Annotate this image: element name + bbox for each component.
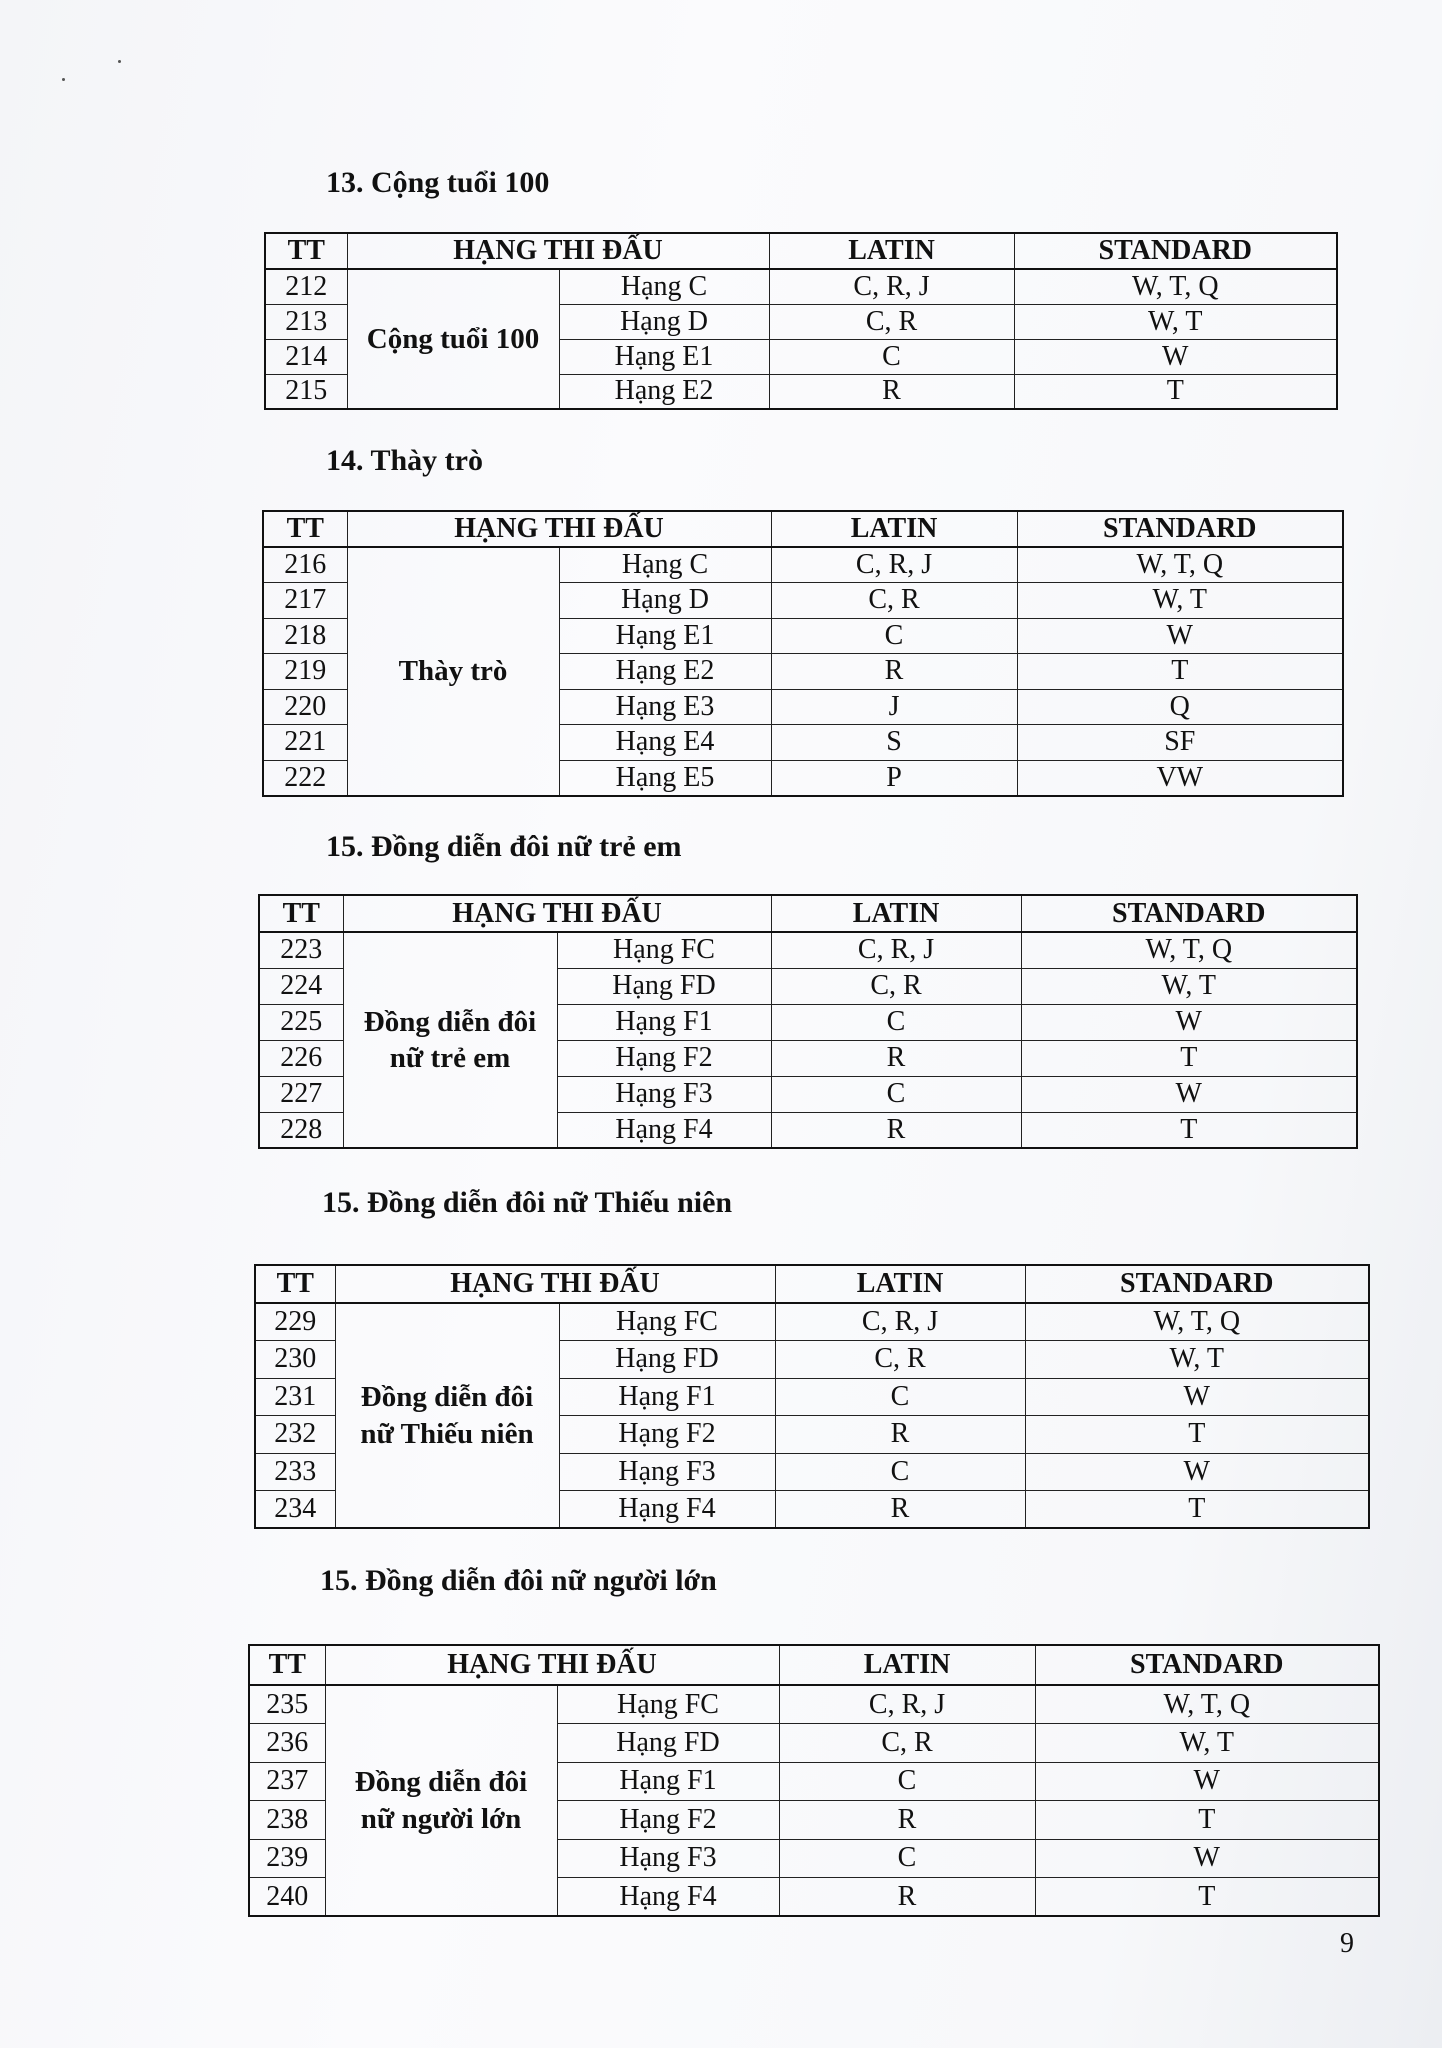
col-hang: HẠNG THI ĐẤU xyxy=(325,1645,779,1685)
row-number: 222 xyxy=(263,760,347,796)
rank-cell: Hạng FD xyxy=(559,1341,775,1379)
standard-cell: W xyxy=(1021,1076,1357,1112)
standard-cell: T xyxy=(1035,1801,1379,1840)
category-cell: Cộng tuổi 100 xyxy=(347,269,559,409)
row-number: 223 xyxy=(259,932,343,968)
rank-cell: Hạng E1 xyxy=(559,618,771,654)
latin-cell: C, R, J xyxy=(771,932,1021,968)
category-cell: Đồng diễn đôi nữ trẻ em xyxy=(343,932,557,1148)
row-number: 232 xyxy=(255,1416,335,1454)
rank-cell: Hạng F3 xyxy=(559,1453,775,1491)
rank-cell: Hạng F1 xyxy=(559,1378,775,1416)
standard-cell: T xyxy=(1025,1416,1369,1454)
standard-cell: T xyxy=(1021,1040,1357,1076)
standard-cell: W xyxy=(1025,1453,1369,1491)
ranking-table xyxy=(254,1264,1370,1529)
rank-cell: Hạng D xyxy=(559,583,771,619)
col-tt: TT xyxy=(249,1645,325,1685)
latin-cell: R xyxy=(779,1801,1035,1840)
latin-cell: R xyxy=(771,654,1017,690)
rank-cell: Hạng F1 xyxy=(557,1762,779,1801)
speck xyxy=(118,60,121,63)
latin-cell: C, R, J xyxy=(771,547,1017,583)
standard-cell: W, T xyxy=(1017,583,1343,619)
row-number: 227 xyxy=(259,1076,343,1112)
row-number: 229 xyxy=(255,1303,335,1341)
col-latin: LATIN xyxy=(775,1265,1025,1303)
row-number: 236 xyxy=(249,1724,325,1763)
rank-cell: Hạng F2 xyxy=(557,1040,771,1076)
latin-cell: C xyxy=(769,339,1014,374)
rank-cell: Hạng FC xyxy=(559,1303,775,1341)
row-number: 233 xyxy=(255,1453,335,1491)
col-hang: HẠNG THI ĐẤU xyxy=(347,233,769,269)
category-cell: Đồng diễn đôi nữ người lớn xyxy=(325,1685,557,1916)
latin-cell: C, R, J xyxy=(775,1303,1025,1341)
row-number: 224 xyxy=(259,968,343,1004)
col-latin: LATIN xyxy=(771,511,1017,547)
latin-cell: R xyxy=(779,1878,1035,1917)
row-number: 237 xyxy=(249,1762,325,1801)
section-heading: 15. Đồng diễn đôi nữ Thiếu niên xyxy=(322,1186,733,1219)
row-number: 240 xyxy=(249,1878,325,1917)
row-number: 215 xyxy=(265,374,347,409)
rank-cell: Hạng F3 xyxy=(557,1839,779,1878)
rank-cell: Hạng C xyxy=(559,269,769,304)
rank-cell: Hạng F4 xyxy=(557,1878,779,1917)
standard-cell: W xyxy=(1017,618,1343,654)
section-heading: 13. Cộng tuổi 100 xyxy=(326,166,550,199)
row-number: 239 xyxy=(249,1839,325,1878)
standard-cell: T xyxy=(1035,1878,1379,1917)
standard-cell: W, T xyxy=(1025,1341,1369,1379)
rank-cell: Hạng F4 xyxy=(559,1491,775,1529)
standard-cell: W xyxy=(1035,1762,1379,1801)
category-cell: Thày trò xyxy=(347,547,559,796)
latin-cell: C xyxy=(779,1839,1035,1878)
rank-cell: Hạng FD xyxy=(557,1724,779,1763)
latin-cell: P xyxy=(771,760,1017,796)
latin-cell: C xyxy=(771,1004,1021,1040)
standard-cell: W, T, Q xyxy=(1025,1303,1369,1341)
latin-cell: C xyxy=(775,1378,1025,1416)
standard-cell: Q xyxy=(1017,689,1343,725)
latin-cell: C, R xyxy=(771,583,1017,619)
latin-cell: C, R, J xyxy=(769,269,1014,304)
latin-cell: R xyxy=(771,1112,1021,1148)
col-standard: STANDARD xyxy=(1025,1265,1369,1303)
latin-cell: C, R xyxy=(775,1341,1025,1379)
row-number: 238 xyxy=(249,1801,325,1840)
ranking-table xyxy=(264,232,1338,410)
col-standard: STANDARD xyxy=(1035,1645,1379,1685)
latin-cell: C, R xyxy=(779,1724,1035,1763)
rank-cell: Hạng FC xyxy=(557,1685,779,1724)
ranking-table xyxy=(248,1644,1380,1917)
ranking-table xyxy=(262,510,1344,797)
standard-cell: T xyxy=(1021,1112,1357,1148)
row-number: 228 xyxy=(259,1112,343,1148)
row-number: 212 xyxy=(265,269,347,304)
rank-cell: Hạng F4 xyxy=(557,1112,771,1148)
standard-cell: W, T, Q xyxy=(1035,1685,1379,1724)
row-number: 217 xyxy=(263,583,347,619)
rank-cell: Hạng F3 xyxy=(557,1076,771,1112)
latin-cell: C xyxy=(775,1453,1025,1491)
rank-cell: Hạng E2 xyxy=(559,654,771,690)
category-cell: Đồng diễn đôi nữ Thiếu niên xyxy=(335,1303,559,1528)
latin-cell: C, R xyxy=(769,304,1014,339)
standard-cell: T xyxy=(1014,374,1337,409)
row-number: 225 xyxy=(259,1004,343,1040)
section-heading: 14. Thày trò xyxy=(326,444,483,477)
rank-cell: Hạng E3 xyxy=(559,689,771,725)
standard-cell: W, T xyxy=(1014,304,1337,339)
col-standard: STANDARD xyxy=(1021,895,1357,932)
standard-cell: W, T xyxy=(1021,968,1357,1004)
standard-cell: T xyxy=(1017,654,1343,690)
rank-cell: Hạng C xyxy=(559,547,771,583)
standard-cell: SF xyxy=(1017,725,1343,761)
col-standard: STANDARD xyxy=(1017,511,1343,547)
row-number: 213 xyxy=(265,304,347,339)
latin-cell: C xyxy=(771,1076,1021,1112)
latin-cell: C, R xyxy=(771,968,1021,1004)
standard-cell: W, T, Q xyxy=(1021,932,1357,968)
standard-cell: W xyxy=(1021,1004,1357,1040)
rank-cell: Hạng E2 xyxy=(559,374,769,409)
row-number: 221 xyxy=(263,725,347,761)
section-heading: 15. Đồng diễn đôi nữ trẻ em xyxy=(326,830,682,863)
rank-cell: Hạng D xyxy=(559,304,769,339)
rank-cell: Hạng FD xyxy=(557,968,771,1004)
speck xyxy=(62,78,65,81)
rank-cell: Hạng E5 xyxy=(559,760,771,796)
page-number: 9 xyxy=(1340,1928,1354,1959)
rank-cell: Hạng E1 xyxy=(559,339,769,374)
latin-cell: J xyxy=(771,689,1017,725)
rank-cell: Hạng FC xyxy=(557,932,771,968)
standard-cell: W xyxy=(1035,1839,1379,1878)
standard-cell: T xyxy=(1025,1491,1369,1529)
row-number: 219 xyxy=(263,654,347,690)
row-number: 214 xyxy=(265,339,347,374)
row-number: 226 xyxy=(259,1040,343,1076)
latin-cell: R xyxy=(775,1491,1025,1529)
col-tt: TT xyxy=(259,895,343,932)
col-standard: STANDARD xyxy=(1014,233,1337,269)
latin-cell: R xyxy=(775,1416,1025,1454)
latin-cell: C xyxy=(771,618,1017,654)
latin-cell: R xyxy=(771,1040,1021,1076)
rank-cell: Hạng E4 xyxy=(559,725,771,761)
col-tt: TT xyxy=(263,511,347,547)
section-heading: 15. Đồng diễn đôi nữ người lớn xyxy=(320,1564,717,1597)
col-latin: LATIN xyxy=(769,233,1014,269)
latin-cell: C xyxy=(779,1762,1035,1801)
standard-cell: W xyxy=(1014,339,1337,374)
col-latin: LATIN xyxy=(779,1645,1035,1685)
latin-cell: R xyxy=(769,374,1014,409)
col-hang: HẠNG THI ĐẤU xyxy=(343,895,771,932)
rank-cell: Hạng F2 xyxy=(559,1416,775,1454)
row-number: 230 xyxy=(255,1341,335,1379)
standard-cell: W, T, Q xyxy=(1017,547,1343,583)
row-number: 220 xyxy=(263,689,347,725)
latin-cell: S xyxy=(771,725,1017,761)
col-latin: LATIN xyxy=(771,895,1021,932)
row-number: 234 xyxy=(255,1491,335,1529)
latin-cell: C, R, J xyxy=(779,1685,1035,1724)
col-hang: HẠNG THI ĐẤU xyxy=(347,511,771,547)
rank-cell: Hạng F1 xyxy=(557,1004,771,1040)
col-tt: TT xyxy=(255,1265,335,1303)
standard-cell: W, T, Q xyxy=(1014,269,1337,304)
standard-cell: W, T xyxy=(1035,1724,1379,1763)
row-number: 235 xyxy=(249,1685,325,1724)
row-number: 231 xyxy=(255,1378,335,1416)
standard-cell: W xyxy=(1025,1378,1369,1416)
rank-cell: Hạng F2 xyxy=(557,1801,779,1840)
col-tt: TT xyxy=(265,233,347,269)
standard-cell: VW xyxy=(1017,760,1343,796)
ranking-table xyxy=(258,894,1358,1149)
row-number: 218 xyxy=(263,618,347,654)
row-number: 216 xyxy=(263,547,347,583)
col-hang: HẠNG THI ĐẤU xyxy=(335,1265,775,1303)
